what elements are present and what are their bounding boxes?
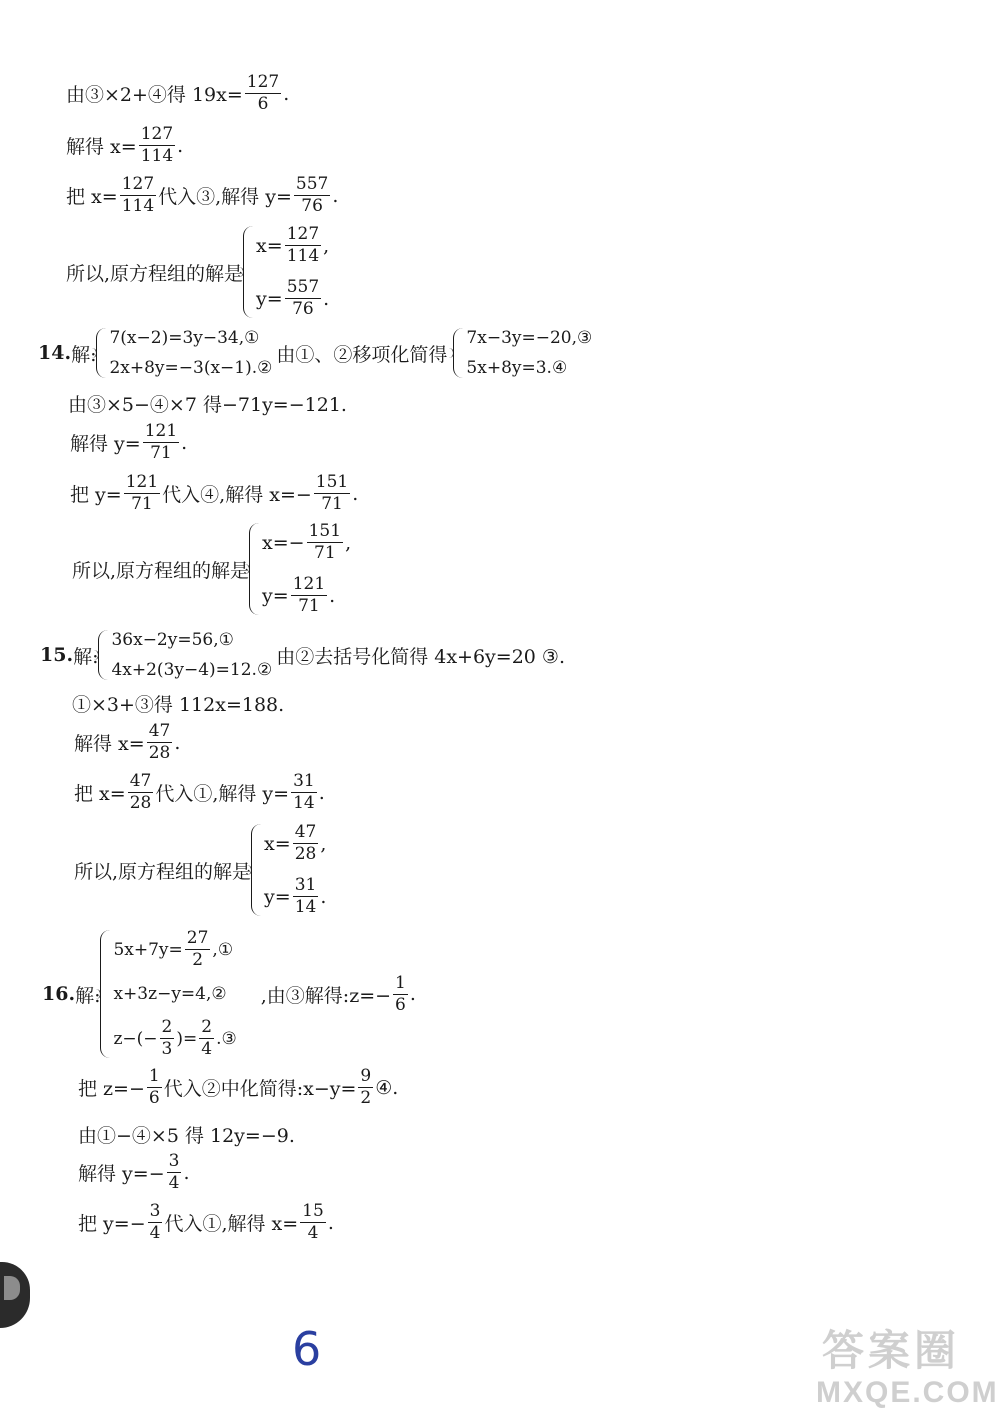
fraction: $\frac{127}{6}$ [246,72,280,114]
problem-number: 15. [40,644,74,666]
b14-line3: 把 y= $\frac{121}{71}$ 代入④,解得 x=− $\frac{151}{71}$ . [70,472,359,514]
watermark-url: MXQE.COM [816,1376,999,1409]
problem-14-header: 14. 解: 7(x−2)=3y−34,① 2x+8y=−3(x−1).② 由①、②移项化简得 7x−3y=−20,③ 5x+8y=3.④ [38,328,593,378]
b14-line2: 解得 y= $\frac{121}{71}$ . [70,421,188,463]
b13-line2: 解得 x= $\frac{127}{114}$ . [66,124,184,166]
brace: 36x−2y=56,① 4x+2(3y−4)=12.② [98,630,272,680]
b15-line3: 把 x= $\frac{47}{28}$ 代入①,解得 y= $\frac{31}{14}$ . [74,771,325,813]
fraction: $\frac{127}{114}$ [140,124,174,166]
b15-solution: 所以,原方程组的解是 x= $\frac{47}{28}$ , y= $\frac{31}{14}$ . [74,822,327,917]
brace: x=− $\frac{151}{71}$ , y= $\frac{121}{71}$ . [249,523,351,615]
b16-line2: 由①−④×5 得 12y=−9. [78,1125,295,1147]
watermark-logo-cn: 答案圈 [822,1327,961,1374]
scan-thumb-artifact [0,1262,30,1328]
brace: 7x−3y=−20,③ 5x+8y=3.④ [453,328,592,378]
b14-line1: 由③×5−④×7 得−71y=−121. [68,394,347,416]
b16-line1: 把 z=− $\frac{1}{6}$ 代入②中化简得:x−y= $\frac{9}{2}$ ④. [78,1066,399,1108]
b16-line4: 把 y=− $\frac{3}{4}$ 代入①,解得 x= $\frac{15}{4}$ . [78,1201,334,1243]
b13-solution: 所以,原方程组的解是 x= $\frac{127}{114}$ , y= $\frac{557}{76}$ . [66,224,330,319]
fraction: $\frac{127}{114}$ [121,174,155,216]
b15-line1: ①×3+③得 112x=188. [72,694,285,716]
b13-line3: 把 x= $\frac{127}{114}$ 代入③,解得 y= $\frac{557}{76}$ . [66,174,339,216]
brace: 7(x−2)=3y−34,① 2x+8y=−3(x−1).② [96,328,272,378]
b14-solution: 所以,原方程组的解是 x=− $\frac{151}{71}$ , y= $\frac{121}{71}$ . [72,521,352,616]
b13-line1: 由③×2+④得 19x= $\frac{127}{6}$ . [66,72,290,114]
problem-number: 16. [42,983,76,1005]
b16-line3: 解得 y=− $\frac{3}{4}$ . [78,1151,190,1193]
problem-16-header: 16. 解: 5x+7y= $\frac{27}{2}$ ,① x+3z−y=4,② z−(− $\frac{2}{3}$ )= $\frac{2}{4}$ .③ ,由③解得:z=− $\frac{1}{6}$ . [42,928,416,1059]
brace: x= $\frac{127}{114}$ , y= $\frac{557}{76}$ . [243,226,329,318]
problem-15-header: 15. 解: 36x−2y=56,① 4x+2(3y−4)=12.② 由②去括号化简得 4x+6y=20 ③. [40,630,565,680]
b15-line2: 解得 x= $\frac{47}{28}$ . [74,721,181,763]
problem-number: 14. [38,342,72,364]
brace: x= $\frac{47}{28}$ , y= $\frac{31}{14}$ . [251,824,326,916]
fraction: $\frac{557}{76}$ [295,174,329,216]
brace: 5x+7y= $\frac{27}{2}$ ,① x+3z−y=4,② z−(− $\frac{2}{3}$ )= $\frac{2}{4}$ .③ [100,930,236,1058]
handwritten-page-number: 6 [292,1322,322,1376]
